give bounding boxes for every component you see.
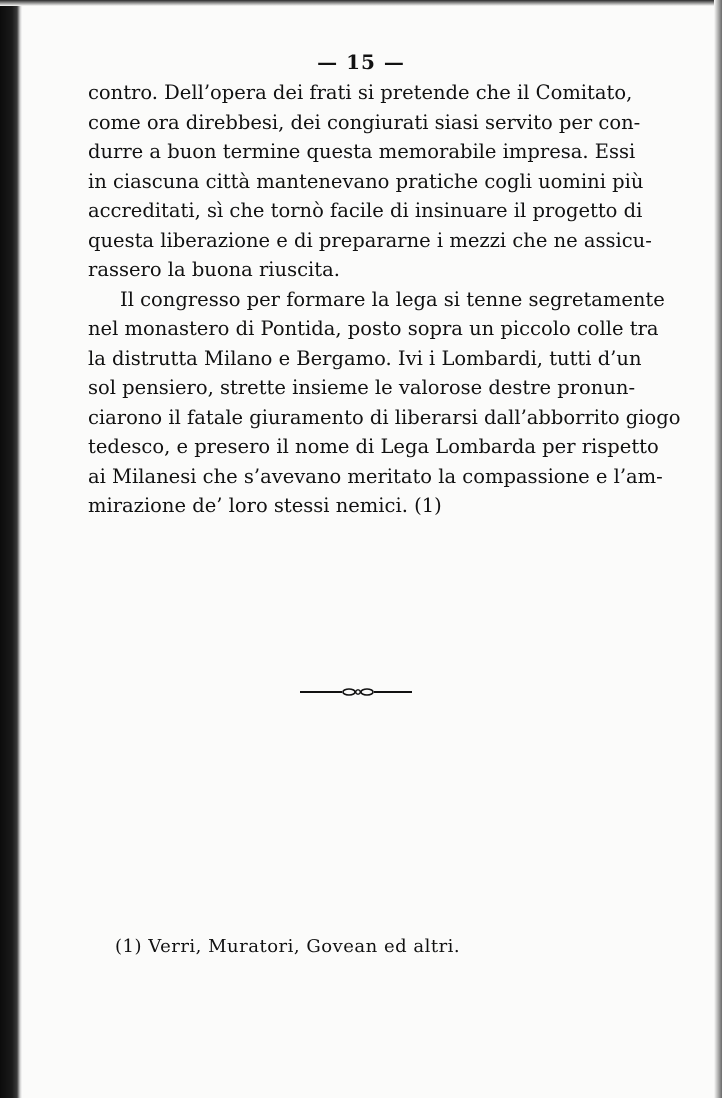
text-line: accreditati, sì che tornò facile di insinuare il progetto di <box>88 199 643 222</box>
text-line: ciarono il fatale giuramento di liberarsi dall’abborrito giogo <box>88 405 681 429</box>
text-line: in ciascuna città mantenevano pratiche cogli uomini più <box>88 169 644 193</box>
text-line: come ora direbbesi, dei congiurati siasi servito per con- <box>88 110 641 134</box>
footnote: (1) Verri, Muratori, Govean ed altri. <box>115 936 461 957</box>
page-number: — 15 — <box>317 50 405 74</box>
text-line: contro. Dell’opera dei frati si pretende che il Comitato, <box>88 81 633 104</box>
text-line: durre a buon termine questa memorabile impresa. Essi <box>88 140 636 163</box>
text-line: ai Milanesi che s’avevano meritato la compassione e l’am- <box>88 464 663 488</box>
top-edge <box>0 0 722 6</box>
text-line: rassero la buona riuscita. <box>88 258 340 281</box>
ornament-divider <box>300 684 412 700</box>
text-line: nel monastero di Pontida, posto sopra un piccolo colle tra <box>88 317 659 340</box>
paragraph-2 <box>88 285 681 521</box>
text-line: mirazione de’ loro stessi nemici. (1) <box>88 494 442 517</box>
body-text <box>88 78 681 521</box>
text-line: la distrutta Milano e Bergamo. Ivi i Lombardi, tutti d’un <box>88 346 642 370</box>
text-line: sol pensiero, strette insieme le valorose destre pronun- <box>88 376 636 399</box>
text-line: Il congresso per formare la lega si tenne segretamente <box>120 287 665 311</box>
text-line: tedesco, e presero il nome di Lega Lombarda per rispetto <box>88 435 659 458</box>
paragraph-1 <box>88 78 652 285</box>
text-line: questa liberazione e di prepararne i mezzi che ne assicu- <box>88 228 652 252</box>
binding-edge <box>0 0 22 1098</box>
right-edge <box>714 0 722 1098</box>
